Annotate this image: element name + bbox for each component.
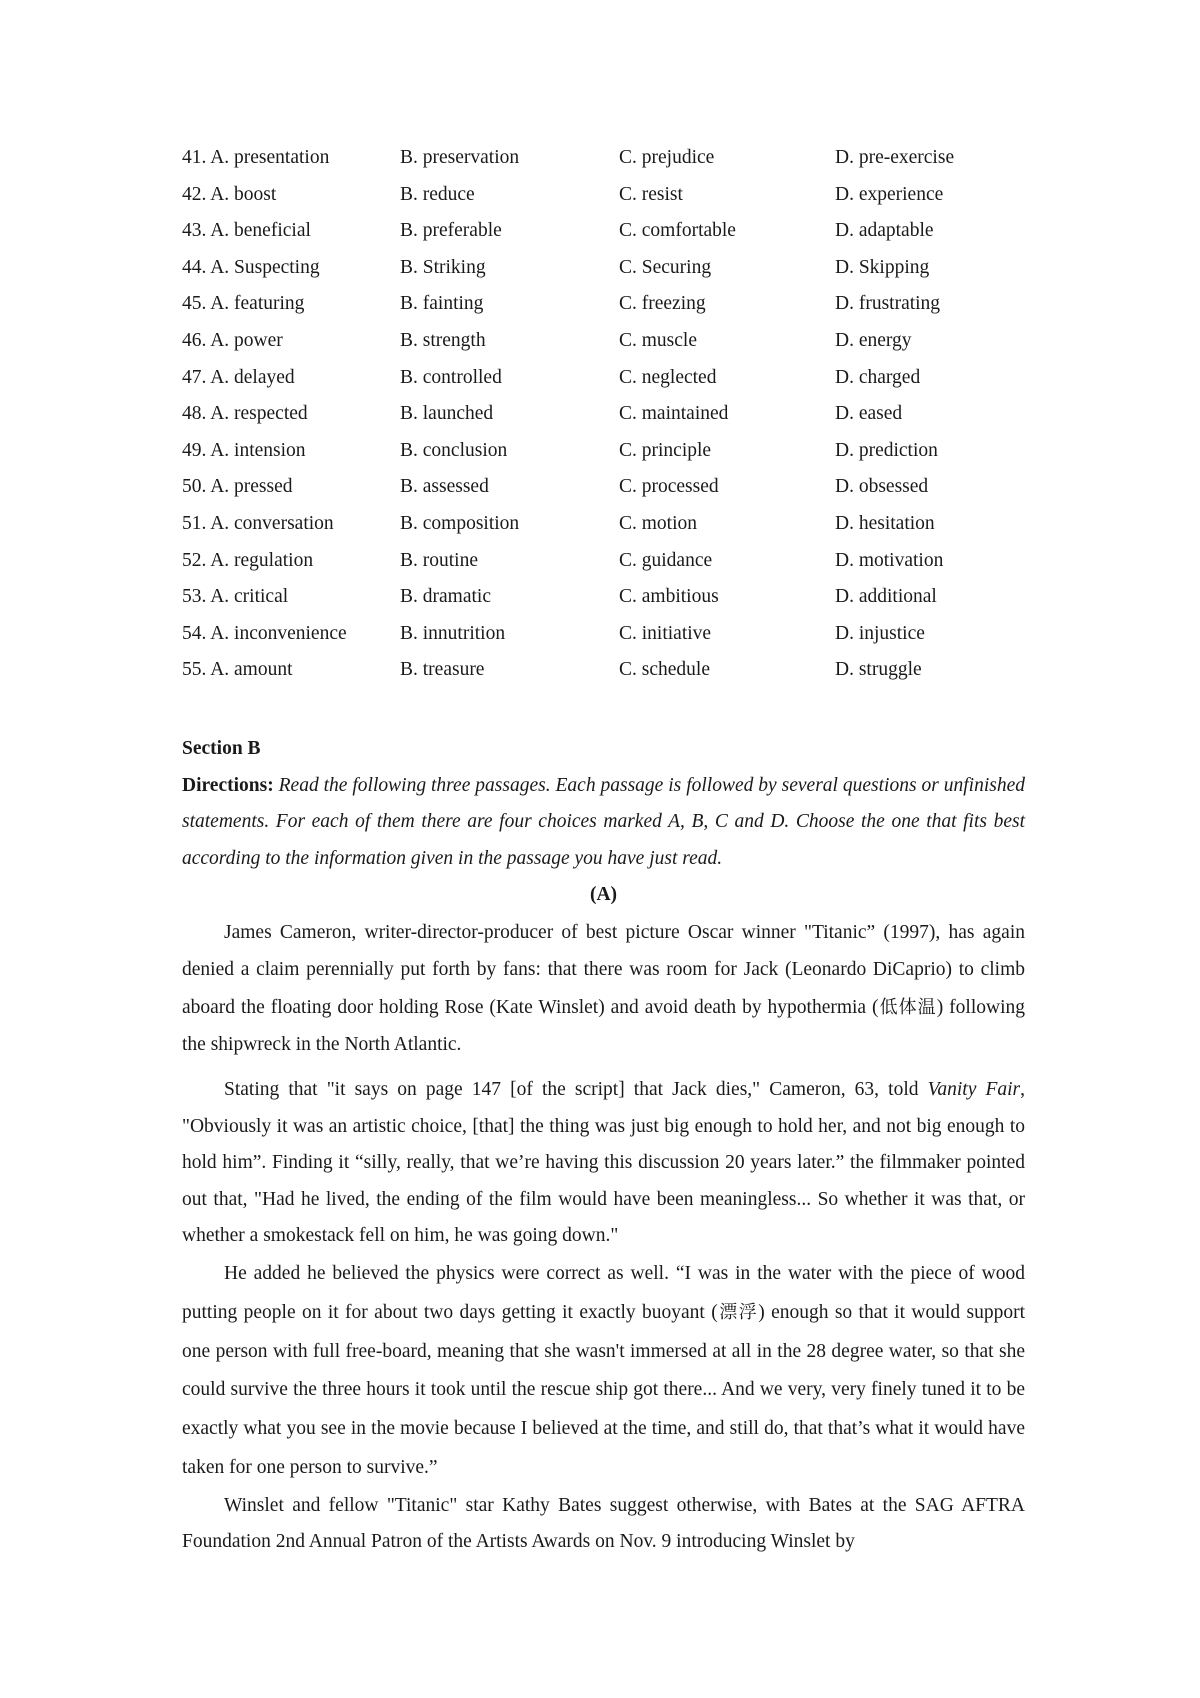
passage-paragraph-1 [182, 914, 1025, 1064]
option-a-text: A. Suspecting [210, 256, 320, 278]
option-c: C. processed [619, 476, 719, 498]
option-b: B. launched [400, 403, 494, 425]
question-number: 54. [182, 622, 207, 644]
option-c: C. muscle [619, 329, 697, 351]
option-d: D. frustrating [835, 293, 941, 315]
directions [182, 768, 1025, 878]
publication-title: Vanity Fair [927, 1078, 1021, 1100]
option-a-text: A. power [210, 329, 283, 351]
question-row [182, 548, 1025, 585]
question-row [182, 511, 1025, 548]
option-a [182, 365, 295, 391]
question-number: 52. [182, 549, 207, 571]
question-row [182, 255, 1025, 292]
option-a [182, 291, 304, 317]
option-d: D. prediction [835, 439, 938, 461]
option-a-text: A. beneficial [210, 220, 311, 242]
option-b: B. fainting [400, 293, 484, 315]
option-b: B. reduce [400, 183, 475, 205]
option-c: C. initiative [619, 622, 712, 644]
question-number: 48. [182, 403, 207, 425]
option-a-text: A. amount [210, 659, 293, 681]
option-b: B. preservation [400, 147, 520, 168]
paragraph-text: He added he believed the physics were correct as well. “I was in the water with the piece of wood putting people on it for about two days getting it exactly buoyant ( [182, 1262, 1025, 1323]
question-row [182, 291, 1025, 328]
option-d: D. adaptable [835, 220, 934, 242]
option-b: B. composition [400, 512, 520, 534]
option-a-text: A. presentation [210, 147, 330, 168]
option-b: B. dramatic [400, 586, 491, 608]
section-title: Section B [182, 738, 261, 759]
question-number: 45. [182, 293, 207, 315]
question-number: 44. [182, 256, 207, 278]
option-d: D. charged [835, 366, 921, 388]
question-row [182, 584, 1025, 621]
question-row [182, 182, 1025, 219]
paragraph-text: , "Obviously it was an artistic choice, [that] the thing was just big enough to hold her, and not big enough to hold him”. Finding it “silly, really, that we’re having this discussion 20 years later.” the filmmaker pointed out that, "Had he lived, the ending of the film would have been meaningless... So whether it was that, or whether a smokestack fell on him, he was going down." [182, 1078, 1025, 1247]
question-row [182, 438, 1025, 475]
option-b: B. innutrition [400, 622, 506, 644]
option-b: B. assessed [400, 476, 489, 498]
passage-paragraph-3 [182, 1255, 1025, 1488]
option-c: C. ambitious [619, 586, 719, 608]
question-number: 55. [182, 659, 207, 681]
question-row [182, 218, 1025, 255]
option-a [182, 584, 288, 610]
question-number: 41. [182, 147, 207, 168]
question-number: 43. [182, 220, 207, 242]
question-number: 46. [182, 329, 207, 351]
option-c: C. principle [619, 439, 712, 461]
question-row [182, 328, 1025, 365]
cloze-options-list [182, 145, 1025, 694]
option-a-text: A. inconvenience [210, 622, 347, 644]
directions-text: Read the following three passages. Each passage is followed by several questions or unfinished statements. For each of them there are four choices marked A, B, C and D. Choose the one that fits best according to the information given in the passage you have just read. [182, 774, 1025, 869]
option-d: D. additional [835, 586, 937, 608]
option-a [182, 621, 347, 647]
option-d: D. pre-exercise [835, 147, 955, 168]
option-d: D. injustice [835, 622, 925, 644]
option-a [182, 548, 313, 574]
option-d: D. hesitation [835, 512, 935, 534]
paragraph-text: ) following the shipwreck in the North Atlantic. [182, 996, 1025, 1056]
option-a-text: A. regulation [210, 549, 314, 571]
option-d: D. struggle [835, 659, 922, 681]
option-a [182, 255, 320, 281]
option-d: D. experience [835, 183, 944, 205]
option-c: C. schedule [619, 659, 710, 681]
option-a-text: A. conversation [210, 512, 334, 534]
question-number: 51. [182, 512, 207, 534]
option-a-text: A. critical [210, 586, 289, 608]
chinese-gloss: 低体温 [878, 996, 937, 1018]
option-a [182, 182, 276, 208]
question-number: 53. [182, 586, 207, 608]
option-d: D. Skipping [835, 256, 930, 278]
question-number: 42. [182, 183, 207, 205]
option-b: B. conclusion [400, 439, 508, 461]
option-d: D. motivation [835, 549, 944, 571]
option-b: B. treasure [400, 659, 485, 681]
option-a [182, 657, 293, 683]
passage-paragraph-4 [182, 1488, 1025, 1561]
option-b: B. preferable [400, 220, 502, 242]
paragraph-text: James Cameron, writer-director-producer of best picture Oscar winner "Titanic” (1997), has again denied a claim perennially put forth by fans: that there was room for Jack (Leonardo DiCaprio) to climb aboard the floating door holding Rose (Kate Winslet) and avoid death by hypothermia ( [182, 921, 1025, 1018]
option-c: C. motion [619, 512, 698, 534]
option-a-text: A. intension [210, 439, 306, 461]
option-c: C. guidance [619, 549, 713, 571]
option-a-text: A. respected [210, 403, 308, 425]
option-a-text: A. boost [210, 183, 277, 205]
option-a-text: A. pressed [210, 476, 293, 498]
question-row [182, 365, 1025, 402]
paragraph-text: ) enough so that it would support one person with full free-board, meaning that she wasn't immersed at all in the 28 degree water, so that she could survive the three hours it took until the rescue ship got there... And we very, very finely tuned it to be exactly what you see in the movie because I believed at the time, and still do, that that’s what it would have taken for one person to survive.” [182, 1301, 1025, 1478]
option-c: C. resist [619, 183, 683, 205]
option-d: D. obsessed [835, 476, 929, 498]
option-a [182, 511, 334, 537]
passage-label: (A) [589, 884, 618, 906]
question-row [182, 621, 1025, 658]
option-a [182, 401, 308, 427]
option-c: C. Securing [619, 256, 712, 278]
option-a [182, 145, 329, 171]
option-c: C. comfortable [619, 220, 736, 242]
question-row [182, 657, 1025, 694]
question-row [182, 474, 1025, 511]
passage-paragraph-2 [182, 1072, 1025, 1255]
directions-label: Directions: [182, 774, 274, 796]
paragraph-text: Stating that "it says on page 147 [of the script] that Jack dies," Cameron, 63, told [224, 1078, 928, 1100]
chinese-gloss: 漂浮 [717, 1301, 759, 1323]
option-a [182, 438, 306, 464]
paragraph-text: Winslet and fellow "Titanic" star Kathy Bates suggest otherwise, with Bates at the SAG AFTRA Foundation 2nd Annual Patron of the Artists Awards on Nov. 9 introducing Winslet by [182, 1494, 1025, 1553]
question-row [182, 401, 1025, 438]
option-a [182, 474, 293, 500]
option-c: C. maintained [619, 403, 729, 425]
option-b: B. strength [400, 329, 486, 351]
option-b: B. controlled [400, 366, 502, 388]
option-d: D. energy [835, 329, 912, 351]
question-number: 47. [182, 366, 207, 388]
option-a [182, 218, 311, 244]
option-c: C. prejudice [619, 147, 715, 168]
option-d: D. eased [835, 403, 903, 425]
option-c: C. neglected [619, 366, 717, 388]
option-a-text: A. featuring [210, 293, 305, 315]
section-b [182, 731, 1025, 1561]
option-b: B. routine [400, 549, 478, 571]
option-c: C. freezing [619, 293, 706, 315]
option-b: B. Striking [400, 256, 486, 278]
question-number: 50. [182, 476, 207, 498]
question-row [182, 145, 1025, 182]
option-a [182, 328, 283, 354]
question-number: 49. [182, 439, 207, 461]
option-a-text: A. delayed [210, 366, 295, 388]
